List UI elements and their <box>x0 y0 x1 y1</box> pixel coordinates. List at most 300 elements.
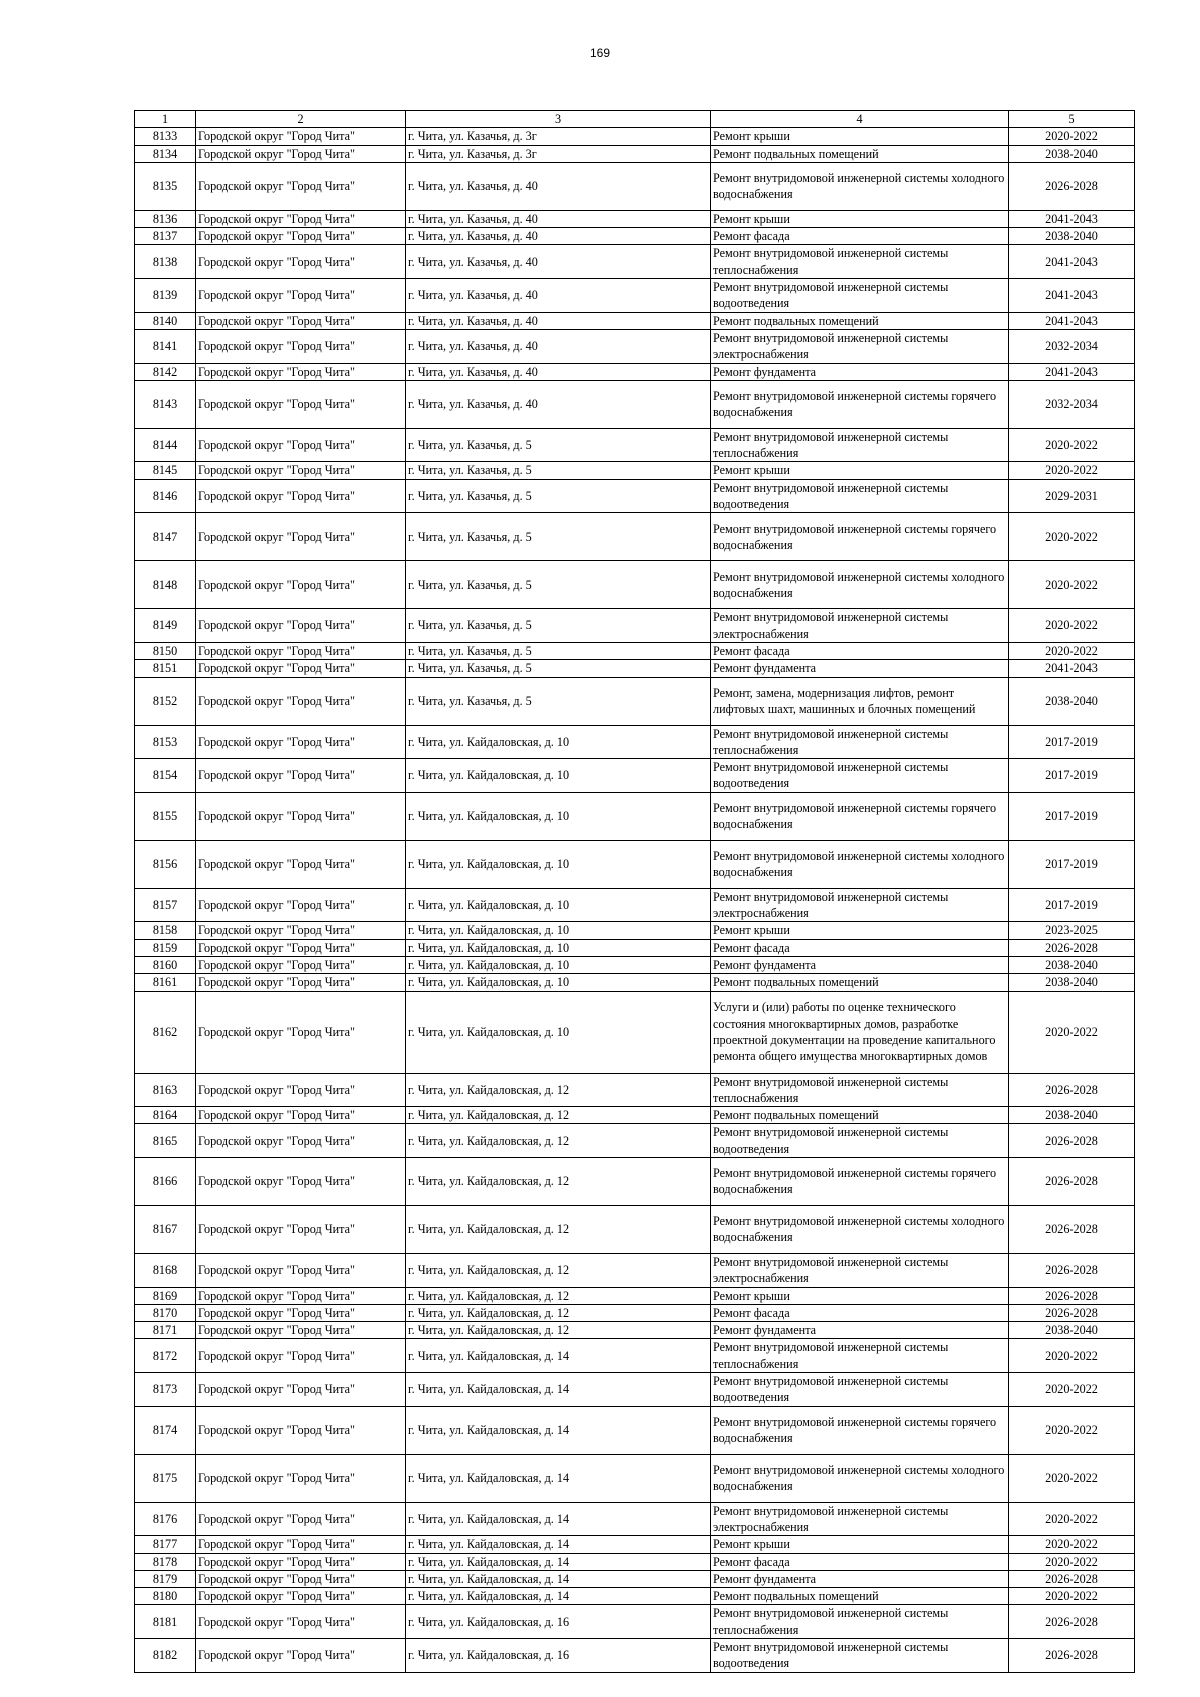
work-type-cell: Ремонт внутридомовой инженерной системы водоотведения <box>711 479 1009 513</box>
work-type-cell: Ремонт внутридомовой инженерной системы водоотведения <box>711 1124 1009 1158</box>
table-row <box>135 609 1135 643</box>
address-cell: г. Чита, ул. Кайдаловская, д. 16 <box>406 1605 711 1639</box>
table-row <box>135 974 1135 991</box>
work-type-cell: Ремонт внутридомовой инженерной системы горячего водоснабжения <box>711 792 1009 840</box>
table-row <box>135 1588 1135 1605</box>
address-cell: г. Чита, ул. Казачья, д. 40 <box>406 245 711 279</box>
table-row <box>135 725 1135 759</box>
municipality-cell: Городской округ "Город Чита" <box>196 840 406 888</box>
column-header-3: 3 <box>406 111 711 128</box>
address-cell: г. Чита, ул. Казачья, д. 40 <box>406 210 711 227</box>
work-type-cell: Ремонт внутридомовой инженерной системы электроснабжения <box>711 1253 1009 1287</box>
municipality-cell: Городской округ "Город Чита" <box>196 428 406 462</box>
period-cell: 2026-2028 <box>1009 1157 1135 1205</box>
period-cell: 2020-2022 <box>1009 428 1135 462</box>
municipality-cell: Городской округ "Город Чита" <box>196 329 406 363</box>
table-row <box>135 1454 1135 1502</box>
address-cell: г. Чита, ул. Казачья, д. 40 <box>406 329 711 363</box>
work-type-cell: Ремонт внутридомовой инженерной системы холодного водоснабжения <box>711 840 1009 888</box>
municipality-cell: Городской округ "Город Чита" <box>196 725 406 759</box>
row-number-cell: 8152 <box>135 677 196 725</box>
address-cell: г. Чита, ул. Казачья, д. 5 <box>406 677 711 725</box>
municipality-cell: Городской округ "Город Чита" <box>196 1287 406 1304</box>
period-cell: 2032-2034 <box>1009 380 1135 428</box>
period-cell: 2023-2025 <box>1009 922 1135 939</box>
address-cell: г. Чита, ул. Казачья, д. 3г <box>406 145 711 162</box>
municipality-cell: Городской округ "Город Чита" <box>196 1553 406 1570</box>
period-cell: 2020-2022 <box>1009 609 1135 643</box>
address-cell: г. Чита, ул. Казачья, д. 5 <box>406 428 711 462</box>
address-cell: г. Чита, ул. Кайдаловская, д. 14 <box>406 1570 711 1587</box>
municipality-cell: Городской округ "Город Чита" <box>196 1454 406 1502</box>
table-row <box>135 677 1135 725</box>
address-cell: г. Чита, ул. Казачья, д. 40 <box>406 363 711 380</box>
municipality-cell: Городской округ "Город Чита" <box>196 1253 406 1287</box>
address-cell: г. Чита, ул. Казачья, д. 40 <box>406 228 711 245</box>
address-cell: г. Чита, ул. Кайдаловская, д. 12 <box>406 1157 711 1205</box>
period-cell: 2041-2043 <box>1009 245 1135 279</box>
row-number-cell: 8149 <box>135 609 196 643</box>
address-cell: г. Чита, ул. Кайдаловская, д. 14 <box>406 1339 711 1373</box>
column-header-2: 2 <box>196 111 406 128</box>
address-cell: г. Чита, ул. Кайдаловская, д. 12 <box>406 1322 711 1339</box>
period-cell: 2041-2043 <box>1009 279 1135 313</box>
address-cell: г. Чита, ул. Кайдаловская, д. 12 <box>406 1205 711 1253</box>
work-type-cell: Ремонт внутридомовой инженерной системы горячего водоснабжения <box>711 1157 1009 1205</box>
row-number-cell: 8138 <box>135 245 196 279</box>
period-cell: 2017-2019 <box>1009 792 1135 840</box>
municipality-cell: Городской округ "Город Чита" <box>196 1339 406 1373</box>
row-number-cell: 8139 <box>135 279 196 313</box>
table-row <box>135 1502 1135 1536</box>
row-number-cell: 8181 <box>135 1605 196 1639</box>
municipality-cell: Городской округ "Город Чита" <box>196 210 406 227</box>
period-cell: 2020-2022 <box>1009 1339 1135 1373</box>
row-number-cell: 8148 <box>135 561 196 609</box>
period-cell: 2020-2022 <box>1009 1536 1135 1553</box>
municipality-cell: Городской округ "Город Чита" <box>196 888 406 922</box>
table-row <box>135 380 1135 428</box>
table-row <box>135 1639 1135 1673</box>
row-number-cell: 8167 <box>135 1205 196 1253</box>
period-cell: 2026-2028 <box>1009 1304 1135 1321</box>
address-cell: г. Чита, ул. Казачья, д. 5 <box>406 479 711 513</box>
table-row <box>135 759 1135 793</box>
period-cell: 2026-2028 <box>1009 1124 1135 1158</box>
municipality-cell: Городской округ "Город Чита" <box>196 1322 406 1339</box>
municipality-cell: Городской округ "Город Чита" <box>196 128 406 145</box>
row-number-cell: 8178 <box>135 1553 196 1570</box>
work-type-cell: Ремонт фундамента <box>711 1570 1009 1587</box>
row-number-cell: 8147 <box>135 513 196 561</box>
period-cell: 2020-2022 <box>1009 1502 1135 1536</box>
work-type-cell: Ремонт внутридомовой инженерной системы электроснабжения <box>711 1502 1009 1536</box>
period-cell: 2026-2028 <box>1009 1287 1135 1304</box>
table-row <box>135 660 1135 677</box>
period-cell: 2038-2040 <box>1009 145 1135 162</box>
address-cell: г. Чита, ул. Кайдаловская, д. 10 <box>406 792 711 840</box>
municipality-cell: Городской округ "Город Чита" <box>196 1588 406 1605</box>
municipality-cell: Городской округ "Город Чита" <box>196 1570 406 1587</box>
address-cell: г. Чита, ул. Кайдаловская, д. 12 <box>406 1287 711 1304</box>
municipality-cell: Городской округ "Город Чита" <box>196 1124 406 1158</box>
municipality-cell: Городской округ "Город Чита" <box>196 1157 406 1205</box>
work-type-cell: Ремонт внутридомовой инженерной системы горячего водоснабжения <box>711 380 1009 428</box>
work-type-cell: Ремонт крыши <box>711 462 1009 479</box>
municipality-cell: Городской округ "Город Чита" <box>196 1373 406 1407</box>
municipality-cell: Городской округ "Город Чита" <box>196 363 406 380</box>
work-type-cell: Ремонт фасада <box>711 939 1009 956</box>
period-cell: 2017-2019 <box>1009 888 1135 922</box>
address-cell: г. Чита, ул. Кайдаловская, д. 10 <box>406 759 711 793</box>
row-number-cell: 8161 <box>135 974 196 991</box>
municipality-cell: Городской округ "Город Чита" <box>196 1605 406 1639</box>
municipality-cell: Городской округ "Город Чита" <box>196 1536 406 1553</box>
row-number-cell: 8150 <box>135 642 196 659</box>
table-row <box>135 145 1135 162</box>
address-cell: г. Чита, ул. Кайдаловская, д. 16 <box>406 1639 711 1673</box>
address-cell: г. Чита, ул. Кайдаловская, д. 10 <box>406 840 711 888</box>
period-cell: 2029-2031 <box>1009 479 1135 513</box>
work-type-cell: Ремонт фасада <box>711 642 1009 659</box>
row-number-cell: 8157 <box>135 888 196 922</box>
period-cell: 2020-2022 <box>1009 1373 1135 1407</box>
work-type-cell: Ремонт фундамента <box>711 956 1009 973</box>
municipality-cell: Городской округ "Город Чита" <box>196 609 406 643</box>
municipality-cell: Городской округ "Город Чита" <box>196 660 406 677</box>
work-type-cell: Ремонт крыши <box>711 922 1009 939</box>
table-row <box>135 840 1135 888</box>
row-number-cell: 8168 <box>135 1253 196 1287</box>
table-row <box>135 1570 1135 1587</box>
page-number: 169 <box>589 46 611 60</box>
row-number-cell: 8156 <box>135 840 196 888</box>
municipality-cell: Городской округ "Город Чита" <box>196 279 406 313</box>
work-type-cell: Ремонт фасада <box>711 1304 1009 1321</box>
municipality-cell: Городской округ "Город Чита" <box>196 939 406 956</box>
table-row <box>135 1253 1135 1287</box>
work-type-cell: Ремонт внутридомовой инженерной системы теплоснабжения <box>711 1605 1009 1639</box>
row-number-cell: 8141 <box>135 329 196 363</box>
work-type-cell: Ремонт внутридомовой инженерной системы водоотведения <box>711 279 1009 313</box>
period-cell: 2041-2043 <box>1009 312 1135 329</box>
address-cell: г. Чита, ул. Казачья, д. 40 <box>406 162 711 210</box>
row-number-cell: 8180 <box>135 1588 196 1605</box>
row-number-cell: 8136 <box>135 210 196 227</box>
table-row <box>135 363 1135 380</box>
address-cell: г. Чита, ул. Казачья, д. 3г <box>406 128 711 145</box>
address-cell: г. Чита, ул. Кайдаловская, д. 12 <box>406 1107 711 1124</box>
address-cell: г. Чита, ул. Кайдаловская, д. 10 <box>406 725 711 759</box>
row-number-cell: 8155 <box>135 792 196 840</box>
municipality-cell: Городской округ "Город Чита" <box>196 1073 406 1107</box>
table-row <box>135 479 1135 513</box>
work-type-cell: Ремонт внутридомовой инженерной системы теплоснабжения <box>711 245 1009 279</box>
table-row <box>135 888 1135 922</box>
work-type-cell: Ремонт крыши <box>711 128 1009 145</box>
table-row <box>135 1322 1135 1339</box>
period-cell: 2038-2040 <box>1009 677 1135 725</box>
work-type-cell: Ремонт крыши <box>711 1536 1009 1553</box>
work-type-cell: Ремонт подвальных помещений <box>711 312 1009 329</box>
period-cell: 2041-2043 <box>1009 363 1135 380</box>
address-cell: г. Чита, ул. Казачья, д. 5 <box>406 561 711 609</box>
period-cell: 2026-2028 <box>1009 1605 1135 1639</box>
period-cell: 2020-2022 <box>1009 642 1135 659</box>
row-number-cell: 8175 <box>135 1454 196 1502</box>
municipality-cell: Городской округ "Город Чита" <box>196 162 406 210</box>
work-type-cell: Ремонт внутридомовой инженерной системы электроснабжения <box>711 888 1009 922</box>
municipality-cell: Городской округ "Город Чита" <box>196 1107 406 1124</box>
table-row <box>135 1107 1135 1124</box>
capital-repair-table <box>134 110 1135 1673</box>
work-type-cell: Ремонт крыши <box>711 1287 1009 1304</box>
row-number-cell: 8134 <box>135 145 196 162</box>
table-row <box>135 228 1135 245</box>
work-type-cell: Ремонт внутридомовой инженерной системы водоотведения <box>711 759 1009 793</box>
row-number-cell: 8172 <box>135 1339 196 1373</box>
address-cell: г. Чита, ул. Казачья, д. 5 <box>406 462 711 479</box>
table-row <box>135 128 1135 145</box>
table-row <box>135 312 1135 329</box>
row-number-cell: 8158 <box>135 922 196 939</box>
row-number-cell: 8135 <box>135 162 196 210</box>
work-type-cell: Ремонт крыши <box>711 210 1009 227</box>
column-header-5: 5 <box>1009 111 1135 128</box>
period-cell: 2020-2022 <box>1009 1588 1135 1605</box>
period-cell: 2020-2022 <box>1009 561 1135 609</box>
municipality-cell: Городской округ "Город Чита" <box>196 228 406 245</box>
municipality-cell: Городской округ "Город Чита" <box>196 513 406 561</box>
table-row <box>135 1287 1135 1304</box>
row-number-cell: 8137 <box>135 228 196 245</box>
table-row <box>135 428 1135 462</box>
work-type-cell: Ремонт подвальных помещений <box>711 974 1009 991</box>
work-type-cell: Ремонт внутридомовой инженерной системы водоотведения <box>711 1373 1009 1407</box>
table-row <box>135 991 1135 1073</box>
table-row <box>135 956 1135 973</box>
municipality-cell: Городской округ "Город Чита" <box>196 974 406 991</box>
work-type-cell: Ремонт, замена, модернизация лифтов, ремонт лифтовых шахт, машинных и блочных помещений <box>711 677 1009 725</box>
work-type-cell: Ремонт фундамента <box>711 1322 1009 1339</box>
address-cell: г. Чита, ул. Казачья, д. 40 <box>406 380 711 428</box>
address-cell: г. Чита, ул. Кайдаловская, д. 14 <box>406 1454 711 1502</box>
work-type-cell: Ремонт подвальных помещений <box>711 1588 1009 1605</box>
work-type-cell: Ремонт внутридомовой инженерной системы водоотведения <box>711 1639 1009 1673</box>
work-type-cell: Ремонт фасада <box>711 1553 1009 1570</box>
municipality-cell: Городской округ "Город Чита" <box>196 956 406 973</box>
address-cell: г. Чита, ул. Кайдаловская, д. 14 <box>406 1406 711 1454</box>
header-row <box>135 111 1135 128</box>
address-cell: г. Чита, ул. Кайдаловская, д. 10 <box>406 956 711 973</box>
table-row <box>135 279 1135 313</box>
work-type-cell: Ремонт внутридомовой инженерной системы теплоснабжения <box>711 428 1009 462</box>
address-cell: г. Чита, ул. Кайдаловская, д. 12 <box>406 1253 711 1287</box>
municipality-cell: Городской округ "Город Чита" <box>196 1304 406 1321</box>
row-number-cell: 8133 <box>135 128 196 145</box>
work-type-cell: Услуги и (или) работы по оценке технического состояния многоквартирных домов, разработке проектной документации на проведение капитального ремонта общего имущества многоквартирных домов <box>711 991 1009 1073</box>
row-number-cell: 8165 <box>135 1124 196 1158</box>
municipality-cell: Городской округ "Город Чита" <box>196 462 406 479</box>
municipality-cell: Городской округ "Город Чита" <box>196 1502 406 1536</box>
table-row <box>135 642 1135 659</box>
row-number-cell: 8182 <box>135 1639 196 1673</box>
address-cell: г. Чита, ул. Кайдаловская, д. 14 <box>406 1553 711 1570</box>
table-row <box>135 513 1135 561</box>
period-cell: 2026-2028 <box>1009 939 1135 956</box>
period-cell: 2020-2022 <box>1009 1406 1135 1454</box>
table-row <box>135 1536 1135 1553</box>
work-type-cell: Ремонт подвальных помещений <box>711 145 1009 162</box>
row-number-cell: 8159 <box>135 939 196 956</box>
municipality-cell: Городской округ "Город Чита" <box>196 1639 406 1673</box>
period-cell: 2017-2019 <box>1009 759 1135 793</box>
row-number-cell: 8146 <box>135 479 196 513</box>
work-type-cell: Ремонт внутридомовой инженерной системы электроснабжения <box>711 609 1009 643</box>
table-row <box>135 922 1135 939</box>
work-type-cell: Ремонт подвальных помещений <box>711 1107 1009 1124</box>
address-cell: г. Чита, ул. Кайдаловская, д. 14 <box>406 1588 711 1605</box>
row-number-cell: 8160 <box>135 956 196 973</box>
table-row <box>135 245 1135 279</box>
row-number-cell: 8164 <box>135 1107 196 1124</box>
address-cell: г. Чита, ул. Кайдаловская, д. 12 <box>406 1124 711 1158</box>
table-row <box>135 462 1135 479</box>
period-cell: 2020-2022 <box>1009 462 1135 479</box>
address-cell: г. Чита, ул. Кайдаловская, д. 14 <box>406 1373 711 1407</box>
period-cell: 2020-2022 <box>1009 991 1135 1073</box>
municipality-cell: Городской округ "Город Чита" <box>196 1205 406 1253</box>
row-number-cell: 8143 <box>135 380 196 428</box>
table-row <box>135 1157 1135 1205</box>
municipality-cell: Городской округ "Город Чита" <box>196 642 406 659</box>
municipality-cell: Городской округ "Город Чита" <box>196 792 406 840</box>
row-number-cell: 8173 <box>135 1373 196 1407</box>
period-cell: 2041-2043 <box>1009 660 1135 677</box>
row-number-cell: 8171 <box>135 1322 196 1339</box>
work-type-cell: Ремонт внутридомовой инженерной системы холодного водоснабжения <box>711 162 1009 210</box>
period-cell: 2038-2040 <box>1009 228 1135 245</box>
address-cell: г. Чита, ул. Казачья, д. 5 <box>406 642 711 659</box>
row-number-cell: 8169 <box>135 1287 196 1304</box>
period-cell: 2038-2040 <box>1009 956 1135 973</box>
table-row <box>135 1205 1135 1253</box>
period-cell: 2020-2022 <box>1009 513 1135 561</box>
row-number-cell: 8163 <box>135 1073 196 1107</box>
table-row <box>135 162 1135 210</box>
municipality-cell: Городской округ "Город Чита" <box>196 145 406 162</box>
row-number-cell: 8162 <box>135 991 196 1073</box>
address-cell: г. Чита, ул. Кайдаловская, д. 10 <box>406 974 711 991</box>
table-row <box>135 1406 1135 1454</box>
period-cell: 2026-2028 <box>1009 1639 1135 1673</box>
work-type-cell: Ремонт внутридомовой инженерной системы теплоснабжения <box>711 1073 1009 1107</box>
table-row <box>135 1605 1135 1639</box>
row-number-cell: 8151 <box>135 660 196 677</box>
table-row <box>135 1304 1135 1321</box>
period-cell: 2020-2022 <box>1009 1454 1135 1502</box>
work-type-cell: Ремонт внутридомовой инженерной системы холодного водоснабжения <box>711 1454 1009 1502</box>
address-cell: г. Чита, ул. Казачья, д. 5 <box>406 660 711 677</box>
address-cell: г. Чита, ул. Кайдаловская, д. 10 <box>406 991 711 1073</box>
work-type-cell: Ремонт внутридомовой инженерной системы теплоснабжения <box>711 1339 1009 1373</box>
address-cell: г. Чита, ул. Кайдаловская, д. 10 <box>406 922 711 939</box>
work-type-cell: Ремонт внутридомовой инженерной системы холодного водоснабжения <box>711 561 1009 609</box>
address-cell: г. Чита, ул. Кайдаловская, д. 10 <box>406 939 711 956</box>
period-cell: 2026-2028 <box>1009 162 1135 210</box>
row-number-cell: 8145 <box>135 462 196 479</box>
address-cell: г. Чита, ул. Кайдаловская, д. 12 <box>406 1304 711 1321</box>
table-row <box>135 1073 1135 1107</box>
row-number-cell: 8179 <box>135 1570 196 1587</box>
row-number-cell: 8142 <box>135 363 196 380</box>
municipality-cell: Городской округ "Город Чита" <box>196 677 406 725</box>
row-number-cell: 8144 <box>135 428 196 462</box>
work-type-cell: Ремонт внутридомовой инженерной системы холодного водоснабжения <box>711 1205 1009 1253</box>
period-cell: 2038-2040 <box>1009 1107 1135 1124</box>
work-type-cell: Ремонт фундамента <box>711 660 1009 677</box>
municipality-cell: Городской округ "Город Чита" <box>196 312 406 329</box>
period-cell: 2041-2043 <box>1009 210 1135 227</box>
row-number-cell: 8177 <box>135 1536 196 1553</box>
work-type-cell: Ремонт внутридомовой инженерной системы электроснабжения <box>711 329 1009 363</box>
table-row <box>135 561 1135 609</box>
column-header-4: 4 <box>711 111 1009 128</box>
period-cell: 2020-2022 <box>1009 128 1135 145</box>
period-cell: 2038-2040 <box>1009 974 1135 991</box>
work-type-cell: Ремонт фасада <box>711 228 1009 245</box>
table-row <box>135 210 1135 227</box>
municipality-cell: Городской округ "Город Чита" <box>196 245 406 279</box>
period-cell: 2017-2019 <box>1009 840 1135 888</box>
row-number-cell: 8140 <box>135 312 196 329</box>
work-type-cell: Ремонт внутридомовой инженерной системы горячего водоснабжения <box>711 1406 1009 1454</box>
address-cell: г. Чита, ул. Кайдаловская, д. 12 <box>406 1073 711 1107</box>
row-number-cell: 8170 <box>135 1304 196 1321</box>
table-row <box>135 329 1135 363</box>
period-cell: 2017-2019 <box>1009 725 1135 759</box>
table-row <box>135 939 1135 956</box>
row-number-cell: 8166 <box>135 1157 196 1205</box>
table-row <box>135 1373 1135 1407</box>
period-cell: 2026-2028 <box>1009 1205 1135 1253</box>
municipality-cell: Городской округ "Город Чита" <box>196 1406 406 1454</box>
address-cell: г. Чита, ул. Казачья, д. 5 <box>406 513 711 561</box>
table-row <box>135 792 1135 840</box>
address-cell: г. Чита, ул. Казачья, д. 5 <box>406 609 711 643</box>
address-cell: г. Чита, ул. Казачья, д. 40 <box>406 279 711 313</box>
table-row <box>135 1553 1135 1570</box>
address-cell: г. Чита, ул. Кайдаловская, д. 14 <box>406 1536 711 1553</box>
address-cell: г. Чита, ул. Кайдаловская, д. 10 <box>406 888 711 922</box>
period-cell: 2038-2040 <box>1009 1322 1135 1339</box>
municipality-cell: Городской округ "Город Чита" <box>196 479 406 513</box>
period-cell: 2020-2022 <box>1009 1553 1135 1570</box>
period-cell: 2026-2028 <box>1009 1253 1135 1287</box>
work-type-cell: Ремонт фундамента <box>711 363 1009 380</box>
municipality-cell: Городской округ "Город Чита" <box>196 991 406 1073</box>
row-number-cell: 8154 <box>135 759 196 793</box>
table-body <box>135 128 1135 1672</box>
row-number-cell: 8176 <box>135 1502 196 1536</box>
work-type-cell: Ремонт внутридомовой инженерной системы теплоснабжения <box>711 725 1009 759</box>
work-type-cell: Ремонт внутридомовой инженерной системы горячего водоснабжения <box>711 513 1009 561</box>
period-cell: 2026-2028 <box>1009 1073 1135 1107</box>
municipality-cell: Городской округ "Город Чита" <box>196 759 406 793</box>
row-number-cell: 8174 <box>135 1406 196 1454</box>
period-cell: 2026-2028 <box>1009 1570 1135 1587</box>
municipality-cell: Городской округ "Город Чита" <box>196 380 406 428</box>
